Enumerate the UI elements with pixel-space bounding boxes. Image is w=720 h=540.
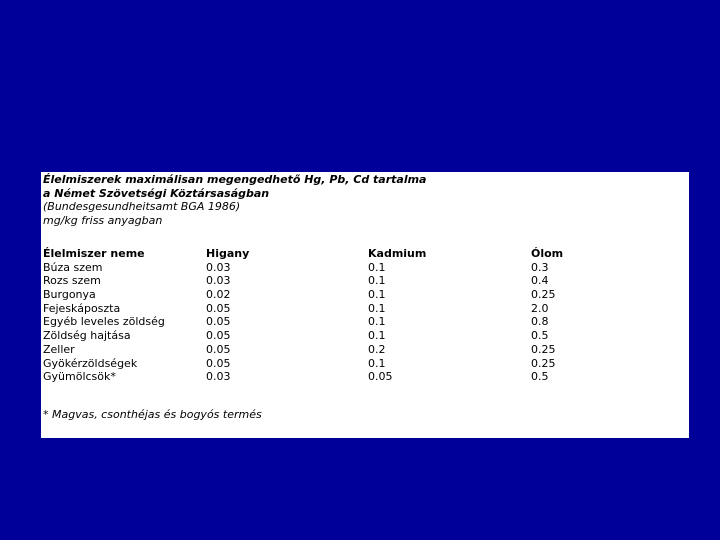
cadmium-cell: 0.1 [368,356,386,370]
table-row [43,343,631,357]
cadmium-cell: 0.1 [368,315,386,329]
unit-note: mg/kg friss anyagban [43,213,163,227]
food-name-cell: Burgonya [43,288,96,302]
table-row [43,357,631,371]
mercury-cell: 0.03 [206,274,231,288]
mercury-cell: 0.05 [206,315,231,329]
mercury-cell: 0.03 [206,260,231,274]
lead-cell: 0.5 [531,370,549,384]
table-row [43,261,631,275]
cadmium-cell: 0.1 [368,288,386,302]
table-row [43,315,631,329]
header-mercury: Higany [206,247,250,260]
footnote: * Magvas, csonthéjas és bogyós termés [43,408,262,421]
table-row [43,329,631,343]
table-row [43,302,631,316]
lead-cell: 0.5 [531,329,549,343]
food-name-cell: Zeller [43,342,75,356]
food-name-cell: Fejeskáposzta [43,301,121,315]
food-name-cell: Egyéb leveles zöldség [43,315,165,329]
title-line-1: Élelmiszerek maximálisan megengedhető Hg, Pb, Cd tartalma [43,173,427,186]
lead-cell: 0.25 [531,356,556,370]
mercury-cell: 0.05 [206,301,231,315]
table-row [43,274,631,288]
limits-table [43,247,631,384]
lead-cell: 0.4 [531,274,549,288]
table-row [43,370,631,384]
mercury-cell: 0.05 [206,329,231,343]
mercury-cell: 0.05 [206,342,231,356]
lead-cell: 0.3 [531,260,549,274]
mercury-cell: 0.05 [206,356,231,370]
food-name-cell: Rozs szem [43,274,101,288]
header-lead: Ólom [531,247,564,260]
title-line-2: a Német Szövetségi Köztársaságban [43,186,270,200]
lead-cell: 0.25 [531,288,556,302]
lead-cell: 0.25 [531,342,556,356]
content-panel [41,172,689,438]
cadmium-cell: 0.1 [368,301,386,315]
food-name-cell: Gyökérzöldségek [43,356,138,370]
food-name-cell: Búza szem [43,260,103,274]
mercury-cell: 0.02 [206,288,231,302]
source-note: (Bundesgesundheitsamt BGA 1986) [43,200,241,214]
header-food-type: Élelmiszer neme [43,247,145,260]
table-row [43,288,631,302]
cadmium-cell: 0.2 [368,342,386,356]
cadmium-cell: 0.1 [368,260,386,274]
lead-cell: 0.8 [531,315,549,329]
mercury-cell: 0.03 [206,370,231,384]
cadmium-cell: 0.05 [368,370,393,384]
lead-cell: 2.0 [531,301,549,315]
table-header-row [43,247,631,261]
heading-block [43,173,426,227]
food-name-cell: Gyümölcsök* [43,370,116,384]
cadmium-cell: 0.1 [368,274,386,288]
food-name-cell: Zöldség hajtása [43,329,131,343]
cadmium-cell: 0.1 [368,329,386,343]
header-cadmium: Kadmium [368,247,427,260]
